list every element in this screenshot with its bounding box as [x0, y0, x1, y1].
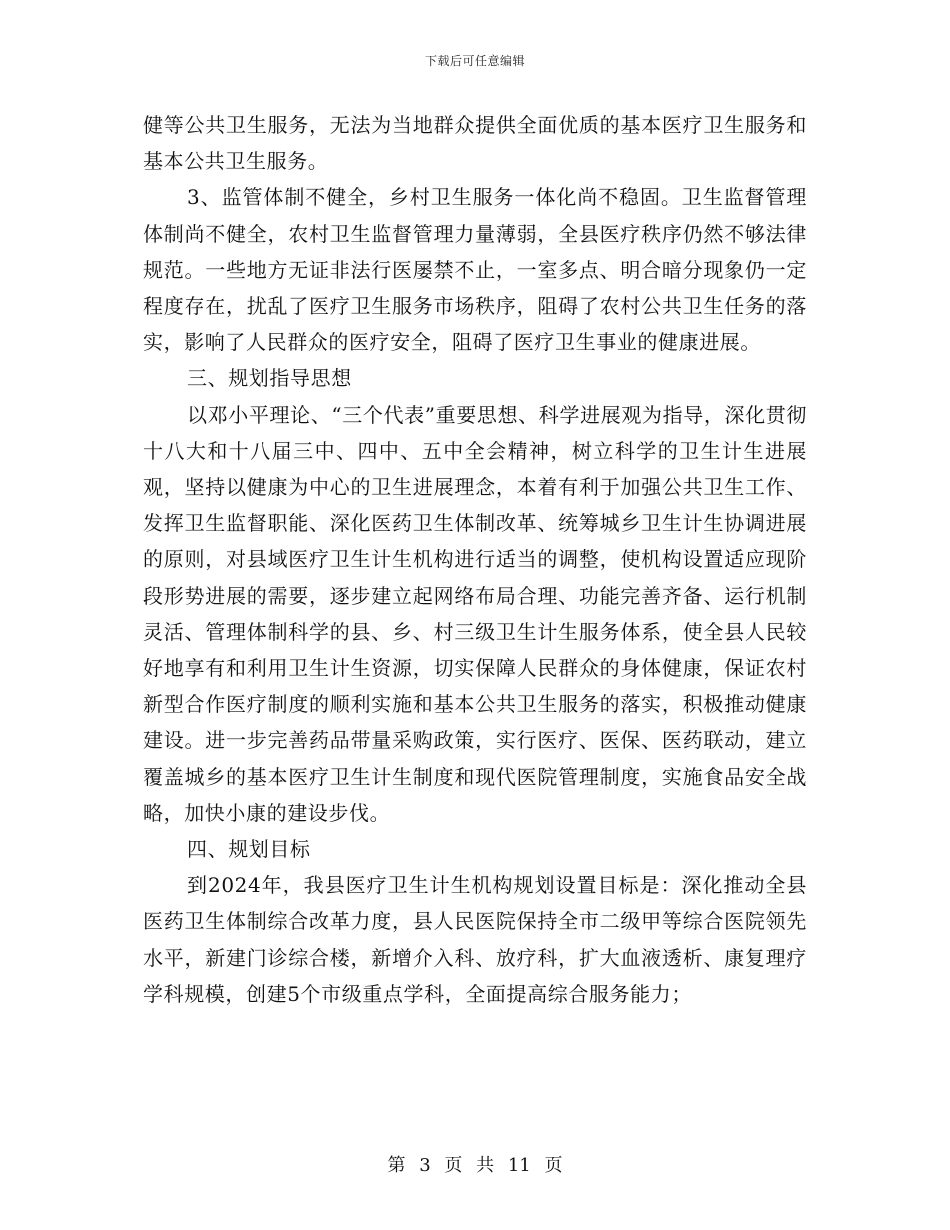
paragraph: 健等公共卫生服务，无法为当地群众提供全面优质的基本医疗卫生服务和基本公共卫生服务。 — [143, 113, 807, 174]
paragraph: 到2024年，我县医疗卫生计生机构规划设置目标是：深化推动全县医药卫生体制综合改革力度，县人民医院保持全市二级甲等综合医院领先水平，新建门诊综合楼，新增介入科、放疗科，扩大血液透析、康复理疗学科规模，创建5个市级重点学科，全面提高综合服务能力； — [143, 873, 807, 1006]
section-heading: 四、规划目标 — [187, 837, 311, 862]
page-footer: 第 3 页 共 11 页 — [387, 1155, 563, 1176]
paragraph: 3、监管体制不健全，乡村卫生服务一体化尚不稳固。卫生监督管理体制尚不健全，农村卫生监督管理力量薄弱，全县医疗秩序仍然不够法律规范。一些地方无证非法行医屡禁不止，一室多点、明合暗分现象仍一定程度存在，扰乱了医疗卫生服务市场秩序，阻碍了农村公共卫生任务的落实，影响了人民群众的医疗安全，阻碍了医疗卫生事业的健康进展。 — [143, 185, 807, 355]
paragraph: 以邓小平理论、“三个代表”重要思想、科学进展观为指导，深化贯彻十八大和十八届三中、四中、五中全会精神，树立科学的卫生计生进展观，坚持以健康为中心的卫生进展理念，本着有利于加强公共卫生工作、发挥卫生监督职能、深化医药卫生体制改革、统筹城乡卫生计生协调进展的原则，对县域医疗卫生计生机构进行适当的调整，使机构设置适应现阶段形势进展的需要，逐步建立起网络布局合理、功能完善齐备、运行机制灵活、管理体制科学的县、乡、村三级卫生计生服务体系，使全县人民较好地享有和利用卫生计生资源，切实保障人民群众的身体健康，保证农村新型合作医疗制度的顺利实施和基本公共卫生服务的落实，积极推动健康建设。进一步完善药品带量采购政策，实行医疗、医保、医药联动，建立覆盖城乡的基本医疗卫生计生制度和现代医院管理制度，实施食品安全战略，加快小康的建设步伐。 — [143, 402, 807, 825]
section-heading: 三、规划指导思想 — [187, 366, 352, 391]
body-text — [143, 107, 807, 1012]
page-header: 下载后可任意编辑 — [424, 54, 525, 68]
